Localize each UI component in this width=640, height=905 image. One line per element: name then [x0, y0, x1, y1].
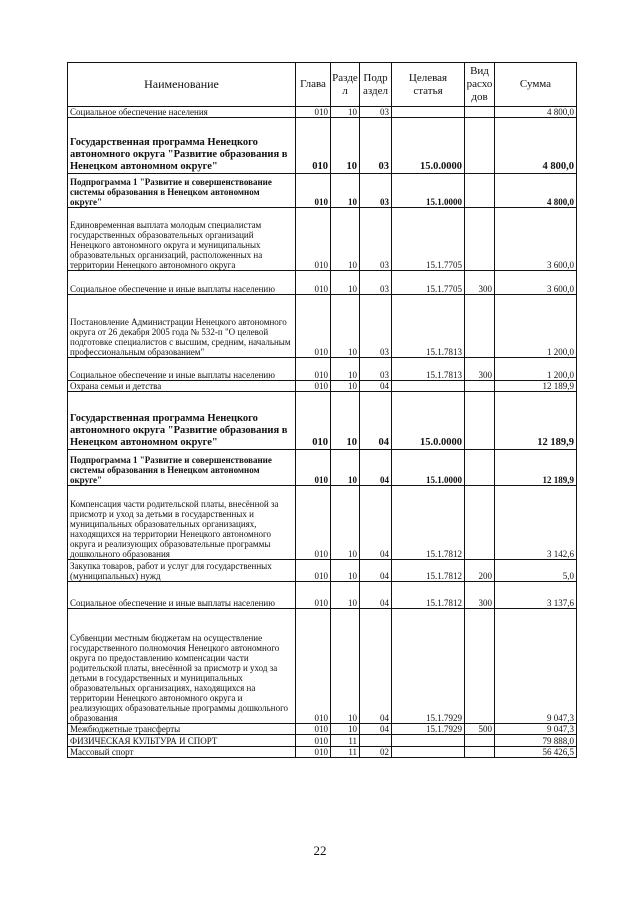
row-summa: 79 888,0	[495, 735, 577, 747]
row-name: Государственная программа Ненецкого автономного округа "Развитие образования в Ненецком автономном округе"	[68, 118, 296, 174]
row-vid: 200	[465, 560, 495, 582]
row-razdel: 10	[331, 381, 360, 392]
table-row	[68, 174, 577, 208]
row-summa: 4 800,0	[495, 107, 577, 118]
row-glava: 010	[296, 295, 331, 358]
row-glava: 010	[296, 358, 331, 381]
row-glava: 010	[296, 582, 331, 609]
row-summa: 12 189,9	[495, 381, 577, 392]
row-name: Субвенции местным бюджетам на осуществление государственного полномочия Ненецкого автономного округа по предоставлению компенсации части родительской платы, внесённой за присмотр и уход за детьми в государственных и муниципальных образовательных организациях, находящихся на территории Ненецкого автономного округа и реализующих образовательные программы дошкольного образования	[68, 609, 296, 724]
row-celevaya: 15.1.0000	[392, 174, 465, 208]
row-summa: 4 800,0	[495, 174, 577, 208]
header-vid: Вид расхо дов	[465, 63, 495, 107]
row-name: Подпрограмма 1 "Развитие и совершенствование системы образования в Ненецком автономном округе"	[68, 174, 296, 208]
table-row	[68, 582, 577, 609]
row-razdel: 10	[331, 724, 360, 735]
row-celevaya	[392, 735, 465, 747]
row-razdel: 11	[331, 747, 360, 758]
row-celevaya: 15.1.7705	[392, 271, 465, 295]
row-summa: 4 800,0	[495, 118, 577, 174]
row-vid	[465, 486, 495, 560]
table-row	[68, 358, 577, 381]
row-glava: 010	[296, 609, 331, 724]
row-name: Социальное обеспечение и иные выплаты населению	[68, 358, 296, 381]
row-razdel: 10	[331, 450, 360, 486]
row-glava: 010	[296, 560, 331, 582]
table-header-row	[68, 63, 577, 107]
row-vid	[465, 295, 495, 358]
table-row	[68, 486, 577, 560]
row-name: Социальное обеспечение и иные выплаты населению	[68, 582, 296, 609]
row-razdel: 11	[331, 735, 360, 747]
table-row	[68, 381, 577, 392]
row-podrazdel: 04	[360, 486, 392, 560]
row-celevaya	[392, 381, 465, 392]
row-vid: 500	[465, 724, 495, 735]
budget-table	[67, 62, 577, 758]
row-razdel: 10	[331, 609, 360, 724]
row-celevaya: 15.1.7812	[392, 486, 465, 560]
row-podrazdel: 04	[360, 560, 392, 582]
table-row	[68, 208, 577, 271]
row-name: Социальное обеспечение населения	[68, 107, 296, 118]
row-name: Социальное обеспечение и иные выплаты населению	[68, 271, 296, 295]
row-summa: 12 189,9	[495, 392, 577, 450]
row-vid	[465, 118, 495, 174]
row-summa: 5,0	[495, 560, 577, 582]
table-row	[68, 392, 577, 450]
row-name: Государственная программа Ненецкого автономного округа "Развитие образования в Ненецком автономном округе"	[68, 392, 296, 450]
table-row	[68, 271, 577, 295]
table-row	[68, 560, 577, 582]
row-podrazdel: 02	[360, 747, 392, 758]
row-name: Единовременная выплата молодым специалистам государственных образовательных организаций Ненецкого автономного округа и муниципальных образовательных организаций, расположенных на территории Ненецкого автономного округа	[68, 208, 296, 271]
row-vid	[465, 381, 495, 392]
row-podrazdel: 04	[360, 381, 392, 392]
row-glava: 010	[296, 735, 331, 747]
row-name: Межбюджетные трансферты	[68, 724, 296, 735]
row-vid	[465, 735, 495, 747]
row-celevaya	[392, 107, 465, 118]
table-row	[68, 747, 577, 758]
row-razdel: 10	[331, 295, 360, 358]
row-name: Охрана семьи и детства	[68, 381, 296, 392]
row-glava: 010	[296, 381, 331, 392]
row-celevaya: 15.1.7813	[392, 295, 465, 358]
row-summa: 1 200,0	[495, 358, 577, 381]
table-row	[68, 609, 577, 724]
row-razdel: 10	[331, 208, 360, 271]
row-razdel: 10	[331, 560, 360, 582]
row-summa: 3 600,0	[495, 208, 577, 271]
table-row	[68, 295, 577, 358]
row-celevaya: 15.1.7929	[392, 724, 465, 735]
row-vid	[465, 392, 495, 450]
row-summa: 9 047,3	[495, 609, 577, 724]
row-vid	[465, 208, 495, 271]
row-glava: 010	[296, 392, 331, 450]
row-glava: 010	[296, 724, 331, 735]
row-podrazdel: 03	[360, 118, 392, 174]
row-podrazdel: 04	[360, 392, 392, 450]
row-razdel: 10	[331, 392, 360, 450]
row-vid	[465, 450, 495, 486]
row-podrazdel: 03	[360, 295, 392, 358]
row-summa: 3 600,0	[495, 271, 577, 295]
row-celevaya: 15.1.7929	[392, 609, 465, 724]
row-vid: 300	[465, 358, 495, 381]
row-podrazdel	[360, 735, 392, 747]
row-glava: 010	[296, 208, 331, 271]
row-glava: 010	[296, 107, 331, 118]
table-row	[68, 450, 577, 486]
row-vid: 300	[465, 582, 495, 609]
row-razdel: 10	[331, 358, 360, 381]
header-name: Наименование	[68, 63, 296, 107]
row-celevaya: 15.0.0000	[392, 118, 465, 174]
row-summa: 3 142,6	[495, 486, 577, 560]
row-glava: 010	[296, 450, 331, 486]
row-celevaya: 15.0.0000	[392, 392, 465, 450]
table-row	[68, 724, 577, 735]
row-glava: 010	[296, 747, 331, 758]
row-razdel: 10	[331, 174, 360, 208]
row-podrazdel: 03	[360, 107, 392, 118]
row-podrazdel: 04	[360, 724, 392, 735]
row-vid	[465, 747, 495, 758]
table-row	[68, 735, 577, 747]
row-razdel: 10	[331, 271, 360, 295]
row-glava: 010	[296, 486, 331, 560]
row-name: Компенсация части родительской платы, внесённой за присмотр и уход за детьми в государственных и муниципальных образовательных организациях, находящихся на территории Ненецкого автономного округа и реализующих образовательные программы дошкольного образования	[68, 486, 296, 560]
row-podrazdel: 03	[360, 174, 392, 208]
row-razdel: 10	[331, 107, 360, 118]
row-razdel: 10	[331, 486, 360, 560]
row-summa: 3 137,6	[495, 582, 577, 609]
row-celevaya: 15.1.7705	[392, 208, 465, 271]
row-celevaya	[392, 747, 465, 758]
row-celevaya: 15.1.0000	[392, 450, 465, 486]
row-vid	[465, 609, 495, 724]
row-celevaya: 15.1.7812	[392, 582, 465, 609]
row-summa: 12 189,9	[495, 450, 577, 486]
row-vid	[465, 107, 495, 118]
table-row	[68, 118, 577, 174]
header-razdel: Разде л	[331, 63, 360, 107]
row-podrazdel: 03	[360, 208, 392, 271]
row-name: Закупка товаров, работ и услуг для государственных (муниципальных) нужд	[68, 560, 296, 582]
row-celevaya: 15.1.7813	[392, 358, 465, 381]
row-glava: 010	[296, 174, 331, 208]
row-podrazdel: 04	[360, 609, 392, 724]
row-name: Постановление Администрации Ненецкого автономного округа от 26 декабря 2005 года № 532-п "О целевой подготовке специалистов с высшим, средним, начальным профессиональным образованием"	[68, 295, 296, 358]
row-name: Подпрограмма 1 "Развитие и совершенствование системы образования в Ненецком автономном округе"	[68, 450, 296, 486]
header-glava: Глава	[296, 63, 331, 107]
row-razdel: 10	[331, 118, 360, 174]
row-glava: 010	[296, 118, 331, 174]
row-summa: 1 200,0	[495, 295, 577, 358]
row-podrazdel: 03	[360, 271, 392, 295]
row-summa: 9 047,3	[495, 724, 577, 735]
header-summa: Сумма	[495, 63, 577, 107]
row-summa: 56 426,5	[495, 747, 577, 758]
row-podrazdel: 04	[360, 582, 392, 609]
row-podrazdel: 04	[360, 450, 392, 486]
header-celevaya: Целевая статья	[392, 63, 465, 107]
row-razdel: 10	[331, 582, 360, 609]
row-name: Массовый спорт	[68, 747, 296, 758]
row-celevaya: 15.1.7812	[392, 560, 465, 582]
page-number: 22	[313, 843, 327, 858]
row-glava: 010	[296, 271, 331, 295]
header-podrazdel: Подр аздел	[360, 63, 392, 107]
row-podrazdel: 03	[360, 358, 392, 381]
table-row	[68, 107, 577, 118]
row-name: ФИЗИЧЕСКАЯ КУЛЬТУРА И СПОРТ	[68, 735, 296, 747]
row-vid	[465, 174, 495, 208]
row-vid: 300	[465, 271, 495, 295]
